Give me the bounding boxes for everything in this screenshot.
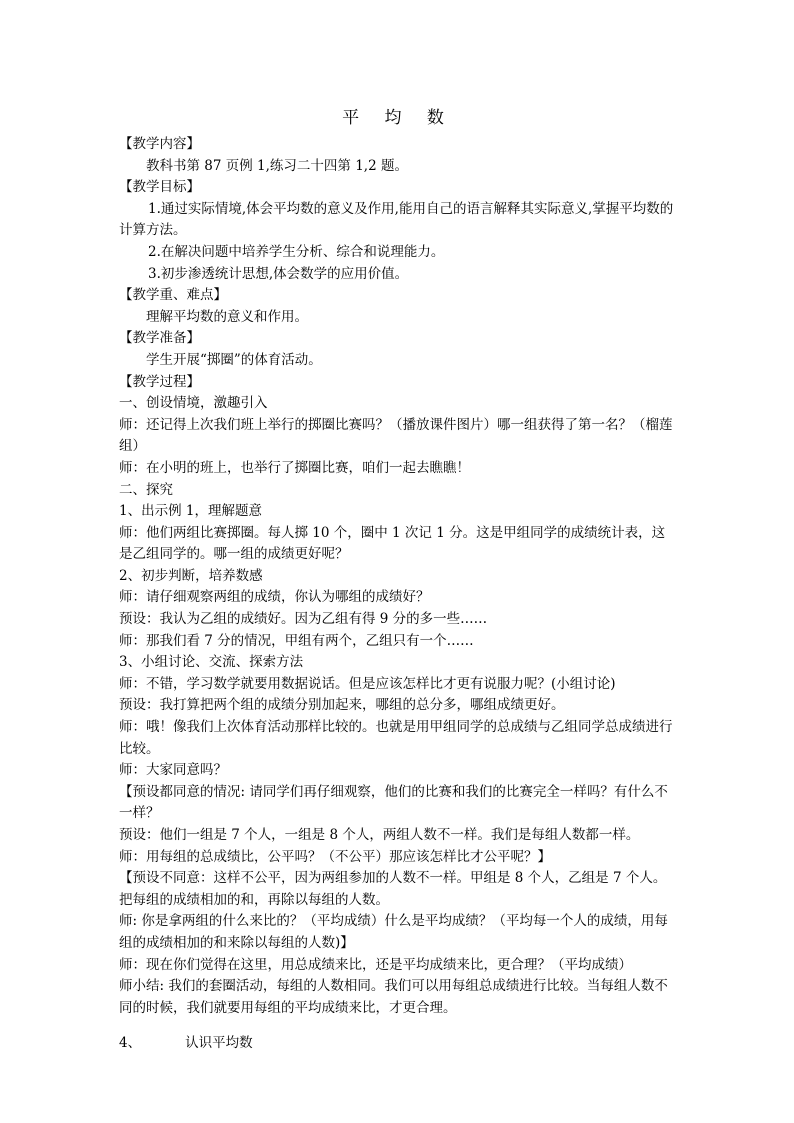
section-heading-4 xyxy=(119,1033,677,1055)
paragraph: 二、探究 xyxy=(119,481,173,498)
paragraph: 师：现在你们觉得在这里，用总成绩来比，还是平均成绩来比，更合理？（平均成绩） xyxy=(119,956,632,973)
paragraph: 师：哦！像我们上次体育活动那样比较的。也就是用甲组同学的总成绩与乙组同学总成绩进行比较。 xyxy=(119,719,673,757)
paragraph: 【预设不同意：这样不公平，因为两组参加的人数不一样。甲组是 8 个人，乙组是 7 个人。把每组的成绩相加的和，再除以每组的人数。 xyxy=(119,870,667,908)
paragraph: 师：在小明的班上，也举行了掷圈比赛，咱们一起去瞧瞧！ xyxy=(119,459,470,476)
paragraph-gap xyxy=(119,1019,677,1033)
paragraph: 师小结: 我们的套圈活动，每组的人数相同。我们可以用每组总成绩进行比较。当每组人数不同的时候，我们就要用每组的平均成绩来比，才更合理。 xyxy=(119,978,668,1016)
paragraph: 一、创设情境，激趣引入 xyxy=(119,395,268,412)
paragraph: 【教学内容】 xyxy=(119,136,200,152)
paragraph: 教科书第 87 页例 1,练习二十四第 1,2 题。 xyxy=(146,157,408,174)
paragraph: 3.初步渗透统计思想,体会数学的应用价值。 xyxy=(148,265,409,282)
paragraph: 【教学目标】 xyxy=(119,179,200,196)
page-title: 平 均 数 xyxy=(342,108,454,128)
paragraph: 师: 你是拿两组的什么来比的？（平均成绩）什么是平均成绩？（平均每一个人的成绩，用每组的成绩相加的和来除以每组的人数)】 xyxy=(119,913,668,951)
paragraph: 师：用每组的总成绩比，公平吗？（不公平）那应该怎样比才公平呢？】 xyxy=(119,848,551,865)
document-page xyxy=(119,104,677,1055)
paragraph: 师：还记得上次我们班上举行的掷圈比赛吗？（播放课件图片）哪一组获得了第一名？（榴莲组） xyxy=(119,416,673,455)
section-label: 认识平均数 xyxy=(185,1035,253,1052)
paragraph: 预设：我认为乙组的成绩好。因为乙组有得 9 分的多一些…… xyxy=(119,611,488,628)
paragraph: 理解平均数的意义和作用。 xyxy=(146,308,308,325)
paragraph: 【教学过程】 xyxy=(119,373,200,390)
paragraph: 师：大家同意吗？ xyxy=(119,762,227,779)
paragraph: 【教学准备】 xyxy=(119,330,200,347)
paragraph: 师：请仔细观察两组的成绩，你认为哪组的成绩好？ xyxy=(119,589,430,606)
paragraph: 2、初步判断，培养数感 xyxy=(119,567,263,584)
paragraph: 1、出示例 1，理解题意 xyxy=(119,503,262,520)
section-number: 4、 xyxy=(119,1035,142,1052)
paragraph: 2.在解决问题中培养学生分析、综合和说理能力。 xyxy=(148,243,445,260)
paragraph: 师：那我们看 7 分的情况，甲组有两个，乙组只有一个…… xyxy=(119,632,474,649)
paragraph: 【教学重、难点】 xyxy=(119,287,227,304)
paragraph: 3、小组讨论、交流、探索方法 xyxy=(119,654,304,671)
paragraph: 师：他们两组比赛掷圈。每人掷 10 个，圈中 1 次记 1 分。这是甲组同学的成绩统计表，这是乙组同学的。哪一组的成绩更好呢？ xyxy=(119,524,666,563)
paragraph: 学生开展“掷圈”的体育活动。 xyxy=(146,351,322,368)
paragraph: 【预设都同意的情况: 请同学们再仔细观察，他们的比赛和我们的比赛完全一样吗？有什么不一样？ xyxy=(119,783,668,822)
paragraph: 师：不错，学习数学就要用数据说话。但是应该怎样比才更有说服力呢？(小组讨论) xyxy=(119,675,616,692)
paragraph: 预设：我打算把两个组的成绩分别加起来，哪组的总分多，哪组成绩更好。 xyxy=(119,697,565,714)
document-body xyxy=(119,134,677,1019)
paragraph: 预设：他们一组是 7 个人，一组是 8 个人，两组人数不一样。我们是每组人数都一样。 xyxy=(119,827,640,843)
paragraph: 1.通过实际情境,体会平均数的意义及作用,能用自己的语言解释其实际意义,掌握平均数的计算方法。 xyxy=(119,200,674,239)
